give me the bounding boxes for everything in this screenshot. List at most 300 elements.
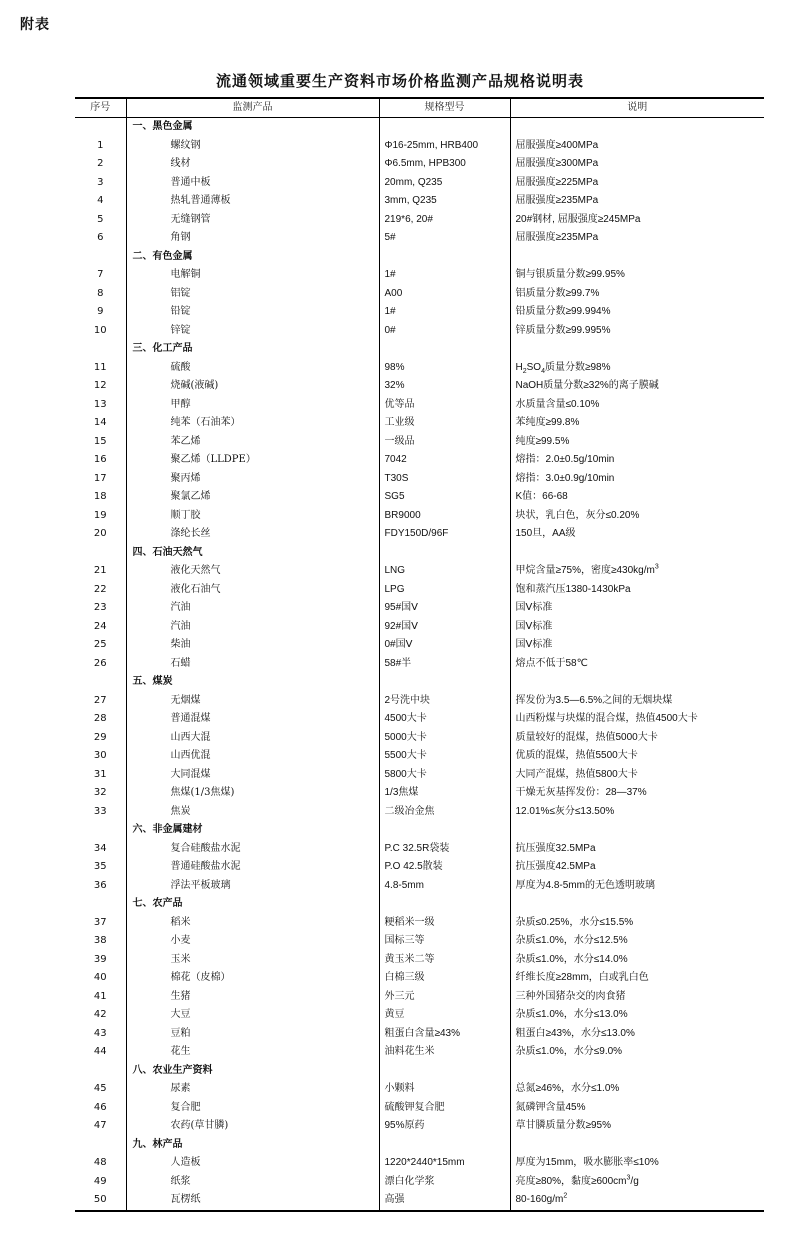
col-header-spec: 规格型号 [379, 98, 510, 118]
category-label: 三、化工产品 [126, 340, 379, 359]
row-spec: 3mm, Q235 [379, 192, 510, 211]
table-row [75, 1099, 764, 1118]
row-no: 17 [75, 470, 126, 489]
row-desc: 杂质≤1.0%，水分≤13.0% [515, 1009, 628, 1021]
category-desc-cell [510, 340, 764, 359]
row-desc: 挥发份为3.5—6.5%之间的无烟块煤 [515, 694, 673, 706]
row-no: 39 [75, 951, 126, 970]
table-row [75, 581, 764, 600]
table-row [75, 803, 764, 822]
row-spec: 粳稻米一级 [379, 914, 510, 933]
row-desc: 优质的混煤，热值5500大卡 [515, 750, 638, 762]
row-desc: $H_2SO_4$质量分数≥98% [515, 361, 611, 375]
table-row [75, 451, 764, 470]
row-spec: 工业级 [379, 414, 510, 433]
row-desc: 铅质量分数≥99.994% [515, 306, 611, 318]
row-desc: 抗压强度42.5MPa [515, 861, 596, 873]
row-no: 36 [75, 877, 126, 896]
table-row [75, 729, 764, 748]
row-desc: 20#钢材, 屈服强度≥245MPa [515, 213, 641, 225]
row-product: 普通中板 [126, 174, 379, 193]
table-row [75, 211, 764, 230]
col-header-product: 监测产品 [126, 98, 379, 118]
table-row [75, 1080, 764, 1099]
table-row [75, 914, 764, 933]
row-desc: 杂质≤0.25%，水分≤15.5% [515, 916, 634, 928]
table-row [75, 137, 764, 156]
table-row [75, 174, 764, 193]
table-row [75, 858, 764, 877]
row-no: 31 [75, 766, 126, 785]
row-product: 花生 [126, 1043, 379, 1062]
category-desc-cell [510, 118, 764, 137]
table-row [75, 359, 764, 378]
row-no: 46 [75, 1099, 126, 1118]
table-row [75, 951, 764, 970]
row-desc: 氮磷钾含量45% [515, 1101, 586, 1113]
category-no-cell [75, 340, 126, 359]
row-product: 无缝钢管 [126, 211, 379, 230]
table-row [75, 414, 764, 433]
category-row [75, 118, 764, 137]
row-product: 普通硅酸盐水泥 [126, 858, 379, 877]
row-spec: 一级品 [379, 433, 510, 452]
row-desc: 纤维长度≥28mm，白或乳白色 [515, 972, 649, 984]
row-no: 27 [75, 692, 126, 711]
row-product: 山西大混 [126, 729, 379, 748]
row-spec: T30S [379, 470, 510, 489]
row-desc: 总氮≥46%，水分≤1.0% [515, 1083, 620, 1095]
row-desc: 干燥无灰基挥发份：28—37% [515, 787, 647, 799]
row-spec: 2号洗中块 [379, 692, 510, 711]
row-no: 14 [75, 414, 126, 433]
table-row [75, 1191, 764, 1211]
table-row [75, 747, 764, 766]
row-product: 烧碱(液碱) [126, 377, 379, 396]
category-label: 九、林产品 [126, 1136, 379, 1155]
row-desc: 熔点不低于58℃ [515, 657, 588, 669]
category-desc-cell [510, 895, 764, 914]
row-no: 7 [75, 266, 126, 285]
row-product: 纯苯（石油苯） [126, 414, 379, 433]
row-no: 49 [75, 1173, 126, 1192]
category-no-cell [75, 895, 126, 914]
category-spec-cell [379, 821, 510, 840]
row-desc: 抗压强度32.5MPa [515, 842, 596, 854]
row-desc: 杂质≤1.0%，水分≤12.5% [515, 935, 628, 947]
row-desc: 锌质量分数≥99.995% [515, 324, 611, 336]
row-desc: 屈服强度≥235MPa [515, 232, 599, 244]
row-product: 焦炭 [126, 803, 379, 822]
row-product: 生猪 [126, 988, 379, 1007]
row-no: 50 [75, 1191, 126, 1211]
row-product: 顺丁胶 [126, 507, 379, 526]
row-product: 大同混煤 [126, 766, 379, 785]
row-product: 电解铜 [126, 266, 379, 285]
row-spec: 硫酸钾复合肥 [379, 1099, 510, 1118]
row-no: 20 [75, 525, 126, 544]
row-no: 34 [75, 840, 126, 859]
row-spec: P.O 42.5散装 [379, 858, 510, 877]
table-row [75, 1154, 764, 1173]
category-label: 六、非金属建材 [126, 821, 379, 840]
row-product: 石蜡 [126, 655, 379, 674]
row-product: 纸浆 [126, 1173, 379, 1192]
row-spec: 优等品 [379, 396, 510, 415]
row-product: 铝锭 [126, 285, 379, 304]
row-no: 33 [75, 803, 126, 822]
row-no: 3 [75, 174, 126, 193]
row-product: 聚氯乙烯 [126, 488, 379, 507]
category-no-cell [75, 1062, 126, 1081]
table-row [75, 303, 764, 322]
row-spec: 5000大卡 [379, 729, 510, 748]
row-product: 浮法平板玻璃 [126, 877, 379, 896]
row-no: 37 [75, 914, 126, 933]
row-desc: 厚度为15mm，吸水膨胀率≤10% [515, 1157, 659, 1169]
row-spec: A00 [379, 285, 510, 304]
row-no: 28 [75, 710, 126, 729]
category-label: 七、农产品 [126, 895, 379, 914]
table-row [75, 1043, 764, 1062]
row-no: 4 [75, 192, 126, 211]
table-row [75, 599, 764, 618]
table-row [75, 932, 764, 951]
table-row [75, 1025, 764, 1044]
row-desc: 国Ⅴ标准 [515, 639, 553, 651]
row-no: 16 [75, 451, 126, 470]
category-spec-cell [379, 1062, 510, 1081]
row-desc: 150旦，AA级 [515, 528, 576, 540]
row-desc: 杂质≤1.0%，水分≤9.0% [515, 1046, 623, 1058]
table-row [75, 1006, 764, 1025]
table-row [75, 636, 764, 655]
category-row [75, 895, 764, 914]
row-product: 液化石油气 [126, 581, 379, 600]
row-spec: 二级冶金焦 [379, 803, 510, 822]
table-row [75, 322, 764, 341]
row-product: 汽油 [126, 618, 379, 637]
row-product: 螺纹钢 [126, 137, 379, 156]
table-row [75, 710, 764, 729]
row-spec: 0#国Ⅴ [379, 636, 510, 655]
row-product: 玉米 [126, 951, 379, 970]
row-no: 44 [75, 1043, 126, 1062]
category-desc-cell [510, 544, 764, 563]
row-desc: 杂质≤1.0%，水分≤14.0% [515, 953, 628, 965]
row-no: 8 [75, 285, 126, 304]
row-spec: 国标三等 [379, 932, 510, 951]
category-desc-cell [510, 673, 764, 692]
row-spec: Φ6.5mm, HPB300 [379, 155, 510, 174]
table-row [75, 969, 764, 988]
table-row [75, 1173, 764, 1192]
table-row [75, 507, 764, 526]
row-no: 5 [75, 211, 126, 230]
row-spec: 7042 [379, 451, 510, 470]
row-desc: 国Ⅴ标准 [515, 602, 553, 614]
category-desc-cell [510, 248, 764, 267]
row-product: 甲醇 [126, 396, 379, 415]
row-no: 45 [75, 1080, 126, 1099]
table-row [75, 488, 764, 507]
row-desc: 屈服强度≥300MPa [515, 158, 599, 170]
table-row [75, 396, 764, 415]
row-spec: 95#国Ⅴ [379, 599, 510, 618]
row-no: 29 [75, 729, 126, 748]
row-spec: Φ16-25mm, HRB400 [379, 137, 510, 156]
row-no: 15 [75, 433, 126, 452]
row-spec: 32% [379, 377, 510, 396]
row-desc: 国Ⅴ标准 [515, 620, 553, 632]
row-product: 大豆 [126, 1006, 379, 1025]
table-row [75, 192, 764, 211]
row-desc: 屈服强度≥235MPa [515, 195, 599, 207]
table-row [75, 655, 764, 674]
category-row [75, 1062, 764, 1081]
row-no: 32 [75, 784, 126, 803]
category-label: 五、煤炭 [126, 673, 379, 692]
row-spec: 20mm, Q235 [379, 174, 510, 193]
row-product: 聚乙烯（LLDPE） [126, 451, 379, 470]
row-product: 无烟煤 [126, 692, 379, 711]
row-spec: 5# [379, 229, 510, 248]
category-label: 四、石油天然气 [126, 544, 379, 563]
row-desc: 熔指：2.0±0.5g/10min [515, 454, 615, 466]
row-desc: 山西粉煤与块煤的混合煤，热值4500大卡 [515, 713, 698, 725]
row-desc: 纯度≥99.5% [515, 435, 570, 447]
row-product: 豆粕 [126, 1025, 379, 1044]
row-no: 22 [75, 581, 126, 600]
row-product: 复合硅酸盐水泥 [126, 840, 379, 859]
table-row [75, 285, 764, 304]
row-desc: K值：66-68 [515, 491, 568, 503]
category-row [75, 673, 764, 692]
category-row [75, 1136, 764, 1155]
category-desc-cell [510, 1062, 764, 1081]
row-spec: 白棉三级 [379, 969, 510, 988]
row-product: 涤纶长丝 [126, 525, 379, 544]
table-row [75, 784, 764, 803]
category-spec-cell [379, 118, 510, 137]
row-product: 普通混煤 [126, 710, 379, 729]
table-header-row [75, 98, 764, 118]
row-product: 柴油 [126, 636, 379, 655]
row-no: 30 [75, 747, 126, 766]
row-desc: 块状，乳白色，灰分≤0.20% [515, 509, 640, 521]
table-row [75, 618, 764, 637]
row-no: 24 [75, 618, 126, 637]
row-product: 农药(草甘膦) [126, 1117, 379, 1136]
category-no-cell [75, 248, 126, 267]
row-no: 11 [75, 359, 126, 378]
category-spec-cell [379, 895, 510, 914]
row-no: 41 [75, 988, 126, 1007]
row-spec: 粗蛋白含量≥43% [379, 1025, 510, 1044]
category-no-cell [75, 821, 126, 840]
row-no: 42 [75, 1006, 126, 1025]
row-product: 线材 [126, 155, 379, 174]
row-product: 聚丙烯 [126, 470, 379, 489]
row-no: 19 [75, 507, 126, 526]
row-no: 21 [75, 562, 126, 581]
row-spec: 小颗料 [379, 1080, 510, 1099]
row-product: 铅锭 [126, 303, 379, 322]
category-no-cell [75, 544, 126, 563]
table-row [75, 470, 764, 489]
row-no: 2 [75, 155, 126, 174]
row-spec: 1# [379, 303, 510, 322]
category-row [75, 340, 764, 359]
category-no-cell [75, 118, 126, 137]
table-row [75, 840, 764, 859]
row-no: 6 [75, 229, 126, 248]
category-spec-cell [379, 673, 510, 692]
table-row [75, 877, 764, 896]
row-no: 48 [75, 1154, 126, 1173]
row-no: 40 [75, 969, 126, 988]
category-no-cell [75, 673, 126, 692]
row-product: 小麦 [126, 932, 379, 951]
row-product: 硫酸 [126, 359, 379, 378]
row-spec: LPG [379, 581, 510, 600]
row-product: 人造板 [126, 1154, 379, 1173]
row-desc: 12.01%≤灰分≤13.50% [515, 805, 615, 817]
row-spec: 高强 [379, 1191, 510, 1211]
row-no: 9 [75, 303, 126, 322]
row-spec: FDY150D/96F [379, 525, 510, 544]
row-spec: 4500大卡 [379, 710, 510, 729]
row-spec: 58#半 [379, 655, 510, 674]
row-no: 18 [75, 488, 126, 507]
row-no: 43 [75, 1025, 126, 1044]
row-spec: 黄玉米二等 [379, 951, 510, 970]
row-spec: 1/3焦煤 [379, 784, 510, 803]
row-desc: 饱和蒸汽压1380-1430kPa [515, 583, 631, 595]
row-no: 1 [75, 137, 126, 156]
row-spec: 1# [379, 266, 510, 285]
row-spec: 95%原药 [379, 1117, 510, 1136]
category-spec-cell [379, 544, 510, 563]
row-spec: P.C 32.5R袋装 [379, 840, 510, 859]
table-row [75, 433, 764, 452]
row-spec: 5500大卡 [379, 747, 510, 766]
row-no: 38 [75, 932, 126, 951]
row-spec: LNG [379, 562, 510, 581]
row-product: 角钢 [126, 229, 379, 248]
category-desc-cell [510, 1136, 764, 1155]
category-no-cell [75, 1136, 126, 1155]
row-product: 棉花（皮棉） [126, 969, 379, 988]
table-row [75, 1117, 764, 1136]
spec-table [75, 97, 764, 1212]
row-product: 焦煤(1/3焦煤) [126, 784, 379, 803]
row-desc: 厚度为4.8-5mm的无色透明玻璃 [515, 879, 655, 891]
row-spec: 5800大卡 [379, 766, 510, 785]
row-spec: 漂白化学浆 [379, 1173, 510, 1192]
category-row [75, 248, 764, 267]
category-desc-cell [510, 821, 764, 840]
row-no: 47 [75, 1117, 126, 1136]
appendix-label: 附表 [20, 17, 50, 33]
row-spec: 98% [379, 359, 510, 378]
table-row [75, 229, 764, 248]
row-product: 热轧普通薄板 [126, 192, 379, 211]
row-spec: 4.8-5mm [379, 877, 510, 896]
category-spec-cell [379, 248, 510, 267]
row-no: 26 [75, 655, 126, 674]
row-desc: 草甘膦质量分数≥95% [515, 1120, 612, 1132]
table-body [75, 118, 764, 1211]
table-row [75, 988, 764, 1007]
row-product: 锌锭 [126, 322, 379, 341]
row-desc: 粗蛋白≥43%，水分≤13.0% [515, 1027, 635, 1039]
row-spec: 油料花生米 [379, 1043, 510, 1062]
category-label: 八、农业生产资料 [126, 1062, 379, 1081]
row-desc: 苯纯度≥99.8% [515, 417, 580, 429]
row-spec: 外三元 [379, 988, 510, 1007]
row-no: 23 [75, 599, 126, 618]
col-header-no: 序号 [75, 98, 126, 118]
row-desc: NaOH质量分数≥32%的离子膜碱 [515, 380, 659, 392]
row-no: 13 [75, 396, 126, 415]
table-row [75, 766, 764, 785]
table-title: 流通领域重要生产资料市场价格监测产品规格说明表 [215, 72, 584, 90]
category-spec-cell [379, 340, 510, 359]
category-label: 一、黑色金属 [126, 118, 379, 137]
row-spec: BR9000 [379, 507, 510, 526]
row-desc: 铜与银质量分数≥99.95% [515, 269, 625, 281]
category-spec-cell [379, 1136, 510, 1155]
category-row [75, 544, 764, 563]
row-product: 液化天然气 [126, 562, 379, 581]
table-row [75, 562, 764, 581]
category-row [75, 821, 764, 840]
row-desc: 铝质量分数≥99.7% [515, 287, 600, 299]
col-header-desc: 说明 [627, 102, 648, 113]
table-row [75, 377, 764, 396]
row-spec: 92#国Ⅴ [379, 618, 510, 637]
category-label: 二、有色金属 [126, 248, 379, 267]
row-desc: 熔指：3.0±0.9g/10min [515, 472, 615, 484]
row-spec: 219*6, 20# [379, 211, 510, 230]
row-product: 稻米 [126, 914, 379, 933]
row-no: 25 [75, 636, 126, 655]
row-desc: 甲烷含量≥75%，密度$\ge 430kg/m^3$ [515, 564, 659, 577]
row-desc: 屈服强度≥400MPa [515, 139, 599, 151]
row-no: 10 [75, 322, 126, 341]
row-product: 尿素 [126, 1080, 379, 1099]
row-desc: 水质量含量≤0.10% [515, 398, 600, 410]
row-product: 复合肥 [126, 1099, 379, 1118]
row-desc: $80-160g/m^2$ [515, 1193, 568, 1206]
table-row [75, 266, 764, 285]
row-spec: 0# [379, 322, 510, 341]
row-desc: 亮度≥80%，黏度$\ge 600cm^3/g$ [515, 1174, 639, 1187]
row-spec: 1220*2440*15mm [379, 1154, 510, 1173]
row-no: 35 [75, 858, 126, 877]
table-row [75, 692, 764, 711]
row-no: 12 [75, 377, 126, 396]
row-spec: SG5 [379, 488, 510, 507]
row-desc: 大同产混煤，热值5800大卡 [515, 768, 638, 780]
row-product: 山西优混 [126, 747, 379, 766]
row-product: 苯乙烯 [126, 433, 379, 452]
table-row [75, 155, 764, 174]
row-product: 瓦楞纸 [126, 1191, 379, 1211]
row-desc: 三种外国猪杂交的肉食猪 [515, 990, 626, 1002]
table-row [75, 525, 764, 544]
